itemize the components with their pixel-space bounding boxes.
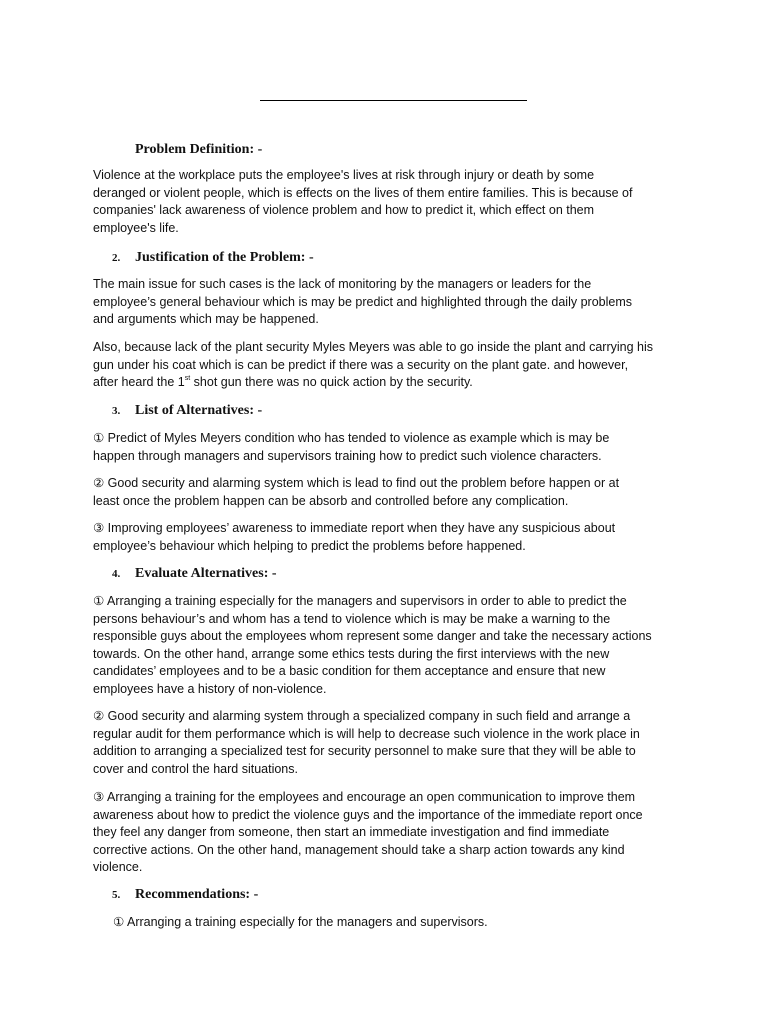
text-line: Also, because lack of the plant security Myles Meyers was able to go inside the plant and carrying his xyxy=(93,340,654,354)
text-line: persons behaviour’s and whom has a tend to violence which is may be make a warning to the xyxy=(93,611,611,626)
heading-number: 4. xyxy=(112,568,121,580)
heading-text: Problem Definition: - xyxy=(135,142,263,157)
evaluate-item-3 xyxy=(93,789,683,877)
text-line: employees have a history of non-violence. xyxy=(93,681,327,696)
evaluate-item-1 xyxy=(93,593,683,699)
heading-text: Justification of the Problem: - xyxy=(135,250,314,265)
text-line: candidates’ employees and to be a basic condition for them acceptance and ensure that new xyxy=(93,664,606,679)
problem-definition-paragraph xyxy=(93,167,683,237)
text-line: awareness about how to predict the violence guys and the importance of the immediate report once xyxy=(93,807,643,822)
evaluate-item-2 xyxy=(93,708,683,778)
heading-text: List of Alternatives: - xyxy=(135,403,263,418)
heading-alternatives xyxy=(112,403,262,419)
heading-evaluate xyxy=(112,566,277,582)
heading-number: 2. xyxy=(112,252,121,264)
text-fragment: shot gun there was no quick action by the security. xyxy=(190,375,473,390)
alternative-item-2 xyxy=(93,475,683,510)
text-line: ① Arranging a training especially for the managers and supervisors. xyxy=(113,915,488,929)
text-line: ① Predict of Myles Meyers condition who has tended to violence as example which is may be xyxy=(93,431,610,445)
text-line: happen through managers and supervisors training how to predict such violence characters. xyxy=(93,448,602,463)
text-line: ② Good security and alarming system through a specialized company in such field and arrange a xyxy=(93,709,631,723)
heading-number: 5. xyxy=(112,889,121,901)
text-line: responsible guys about the employees whom represent some danger and take the necessary actions xyxy=(93,629,652,644)
text-line: ③ Arranging a training for the employees and encourage an open communication to improve them xyxy=(93,790,636,804)
justification-paragraph-2 xyxy=(93,339,683,392)
recommendation-item-1 xyxy=(113,914,703,932)
heading-recommendations xyxy=(112,887,258,903)
text-line: gun under his coat which is can be predict if there was a security on the plant gate. and however, xyxy=(93,357,629,372)
header-rule xyxy=(260,100,527,101)
text-line: regular audit for them performance which is will help to decrease such violence in the work place in xyxy=(93,726,640,741)
text-line: least once the problem happen can be absorb and controlled before any complication. xyxy=(93,493,569,508)
text-line: they feel any danger from someone, then start an immediate investigation and find immediate xyxy=(93,825,610,840)
text-line: towards. On the other hand, arrange some ethics tests during the first interviews with the new xyxy=(93,646,610,661)
text-line: employee's life. xyxy=(93,220,179,235)
text-line: employee’s behaviour which helping to predict the problems before happened. xyxy=(93,538,526,553)
text-line: addition to arranging a specialized test for security personnel to make sure that they will be able to xyxy=(93,744,636,759)
justification-paragraph-1 xyxy=(93,276,683,329)
superscript: st xyxy=(184,375,191,383)
heading-number: 3. xyxy=(112,405,121,417)
text-line: corrective actions. On the other hand, management should take a sharp action towards any kind xyxy=(93,842,625,857)
alternative-item-1 xyxy=(93,430,683,465)
text-line: ③ Improving employees’ awareness to immediate report when they have any suspicious about xyxy=(93,521,616,535)
heading-justification xyxy=(112,250,314,266)
heading-text: Recommendations: - xyxy=(135,887,259,902)
text-line: Violence at the workplace puts the employee's lives at risk through injury or death by some xyxy=(93,168,595,182)
text-line: violence. xyxy=(93,860,143,875)
text-line: and arguments which may be happened. xyxy=(93,312,319,327)
text-line: companies' lack awareness of violence problem and how to predict it, which effect on them xyxy=(93,203,595,218)
heading-text: Evaluate Alternatives: - xyxy=(135,566,277,581)
alternative-item-3 xyxy=(93,520,683,555)
text-fragment: after heard the 1 xyxy=(93,375,185,390)
heading-problem-definition xyxy=(135,142,262,158)
text-line xyxy=(93,374,683,392)
text-line: deranged or violent people, which is effects on the lives of them entire families. This is because of xyxy=(93,185,633,200)
text-line: cover and control the hard situations. xyxy=(93,761,298,776)
text-line: employee’s general behaviour which is may be predict and highlighted through the daily problems xyxy=(93,294,632,309)
text-line: The main issue for such cases is the lack of monitoring by the managers or leaders for the xyxy=(93,277,592,291)
text-line: ② Good security and alarming system which is lead to find out the problem before happen or at xyxy=(93,476,620,490)
text-line: ① Arranging a training especially for the managers and supervisors in order to able to predict the xyxy=(93,594,627,608)
